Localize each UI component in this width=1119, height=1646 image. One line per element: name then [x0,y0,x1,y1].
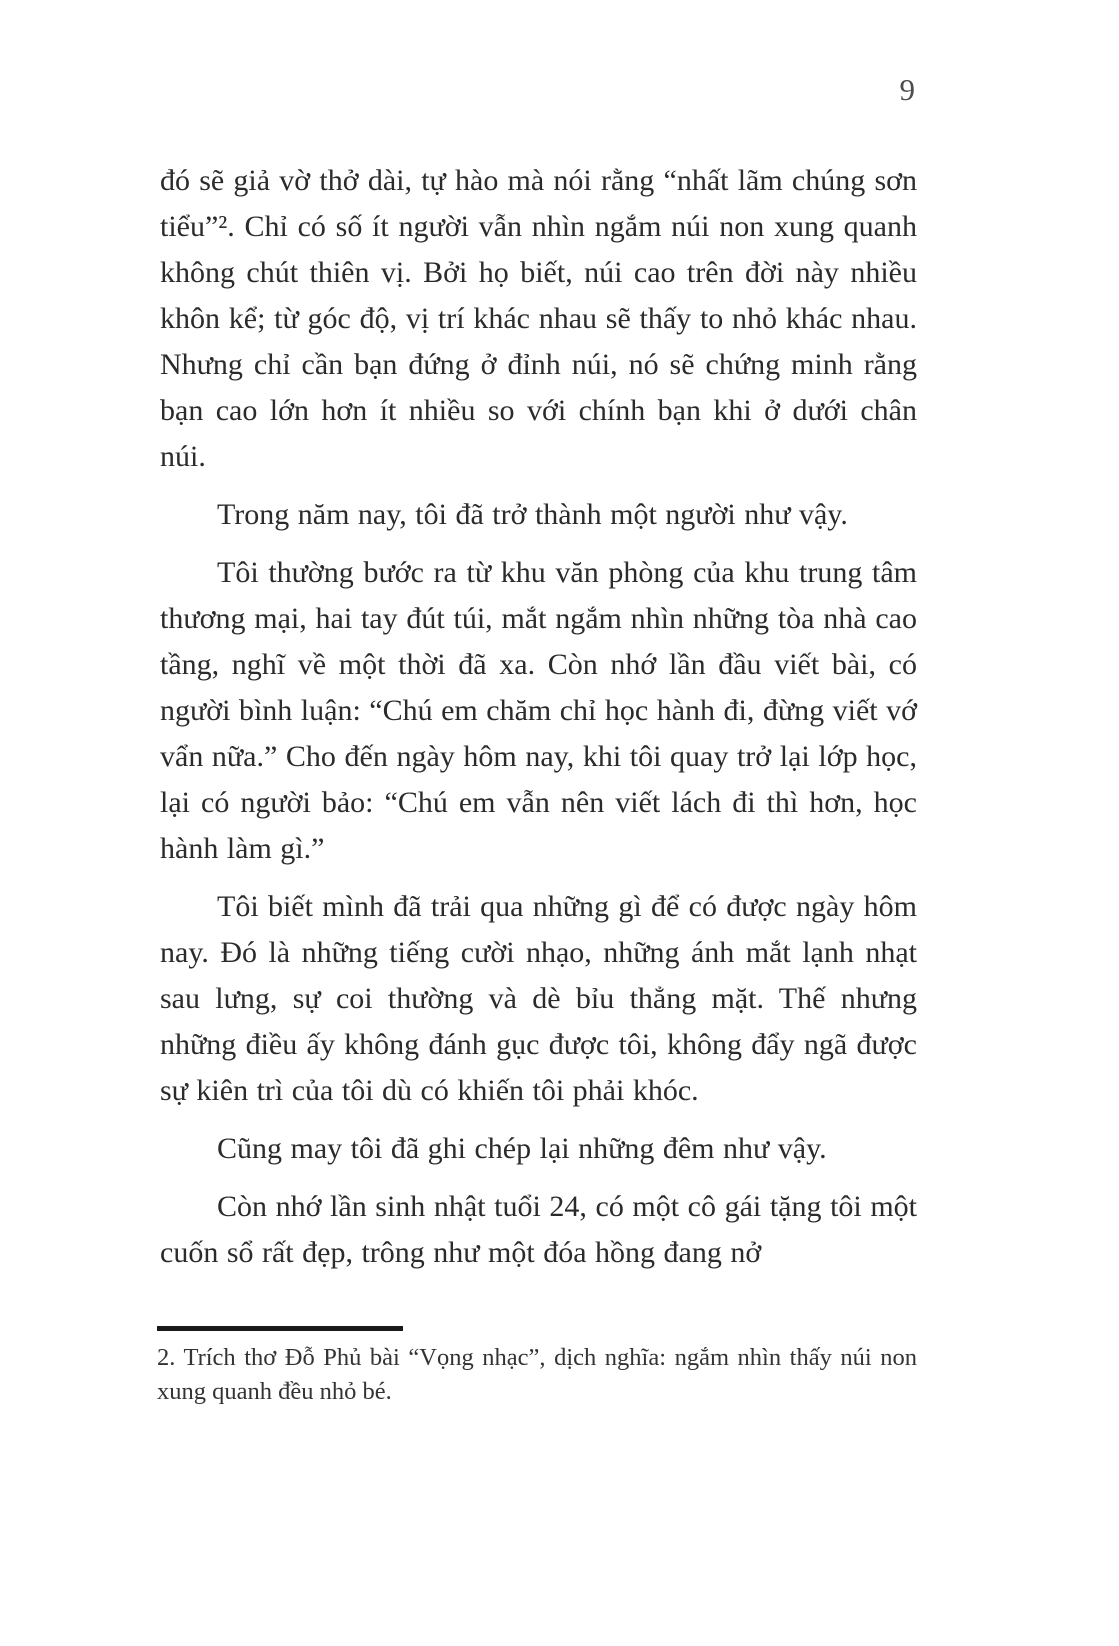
paragraph: đó sẽ giả vờ thở dài, tự hào mà nói rằng “nhất lãm chúng sơn tiểu”². Chỉ có số ít người vẫn nhìn ngắm núi non xung quanh không chút thiên vị. Bởi họ biết, núi cao trên đời này nhiều khôn kể; từ góc độ, vị trí khác nhau sẽ thấy to nhỏ khác nhau. Nhưng chỉ cần bạn đứng ở đỉnh núi, nó sẽ chứng minh rằng bạn cao lớn hơn ít nhiều so với chính bạn khi ở dưới chân núi. [160,164,917,473]
paragraph: Còn nhớ lần sinh nhật tuổi 24, có một cô gái tặng tôi một cuốn sổ rất đẹp, trông như một đóa hồng đang nở [160,1190,917,1269]
page-number: 9 [899,72,915,107]
footnote-text: 2. Trích thơ Đỗ Phủ bài “Vọng nhạc”, dịch nghĩa: ngắm nhìn thấy núi non xung quanh đều nhỏ bé. [157,1344,917,1405]
footnote-area [157,1326,917,1409]
page-content [160,158,917,1288]
paragraph: Cũng may tôi đã ghi chép lại những đêm như vậy. [217,1132,827,1165]
paragraph: Trong năm nay, tôi đã trở thành một người như vậy. [217,498,848,531]
paragraph: Tôi biết mình đã trải qua những gì để có được ngày hôm nay. Đó là những tiếng cười nhạo, những ánh mắt lạnh nhạt sau lưng, sự coi thường và dè bỉu thẳng mặt. Thế nhưng những điều ấy không đánh gục được tôi, không đẩy ngã được sự kiên trì của tôi dù có khiến tôi phải khóc. [160,890,917,1107]
paragraph: Tôi thường bước ra từ khu văn phòng của khu trung tâm thương mại, hai tay đút túi, mắt ngắm nhìn những tòa nhà cao tầng, nghĩ về một thời đã xa. Còn nhớ lần đầu viết bài, có người bình luận: “Chú em chăm chỉ học hành đi, đừng viết vớ vẩn nữa.” Cho đến ngày hôm nay, khi tôi quay trở lại lớp học, lại có người bảo: “Chú em vẫn nên viết lách đi thì hơn, học hành làm gì.” [160,556,917,865]
footnote-divider [157,1326,403,1331]
